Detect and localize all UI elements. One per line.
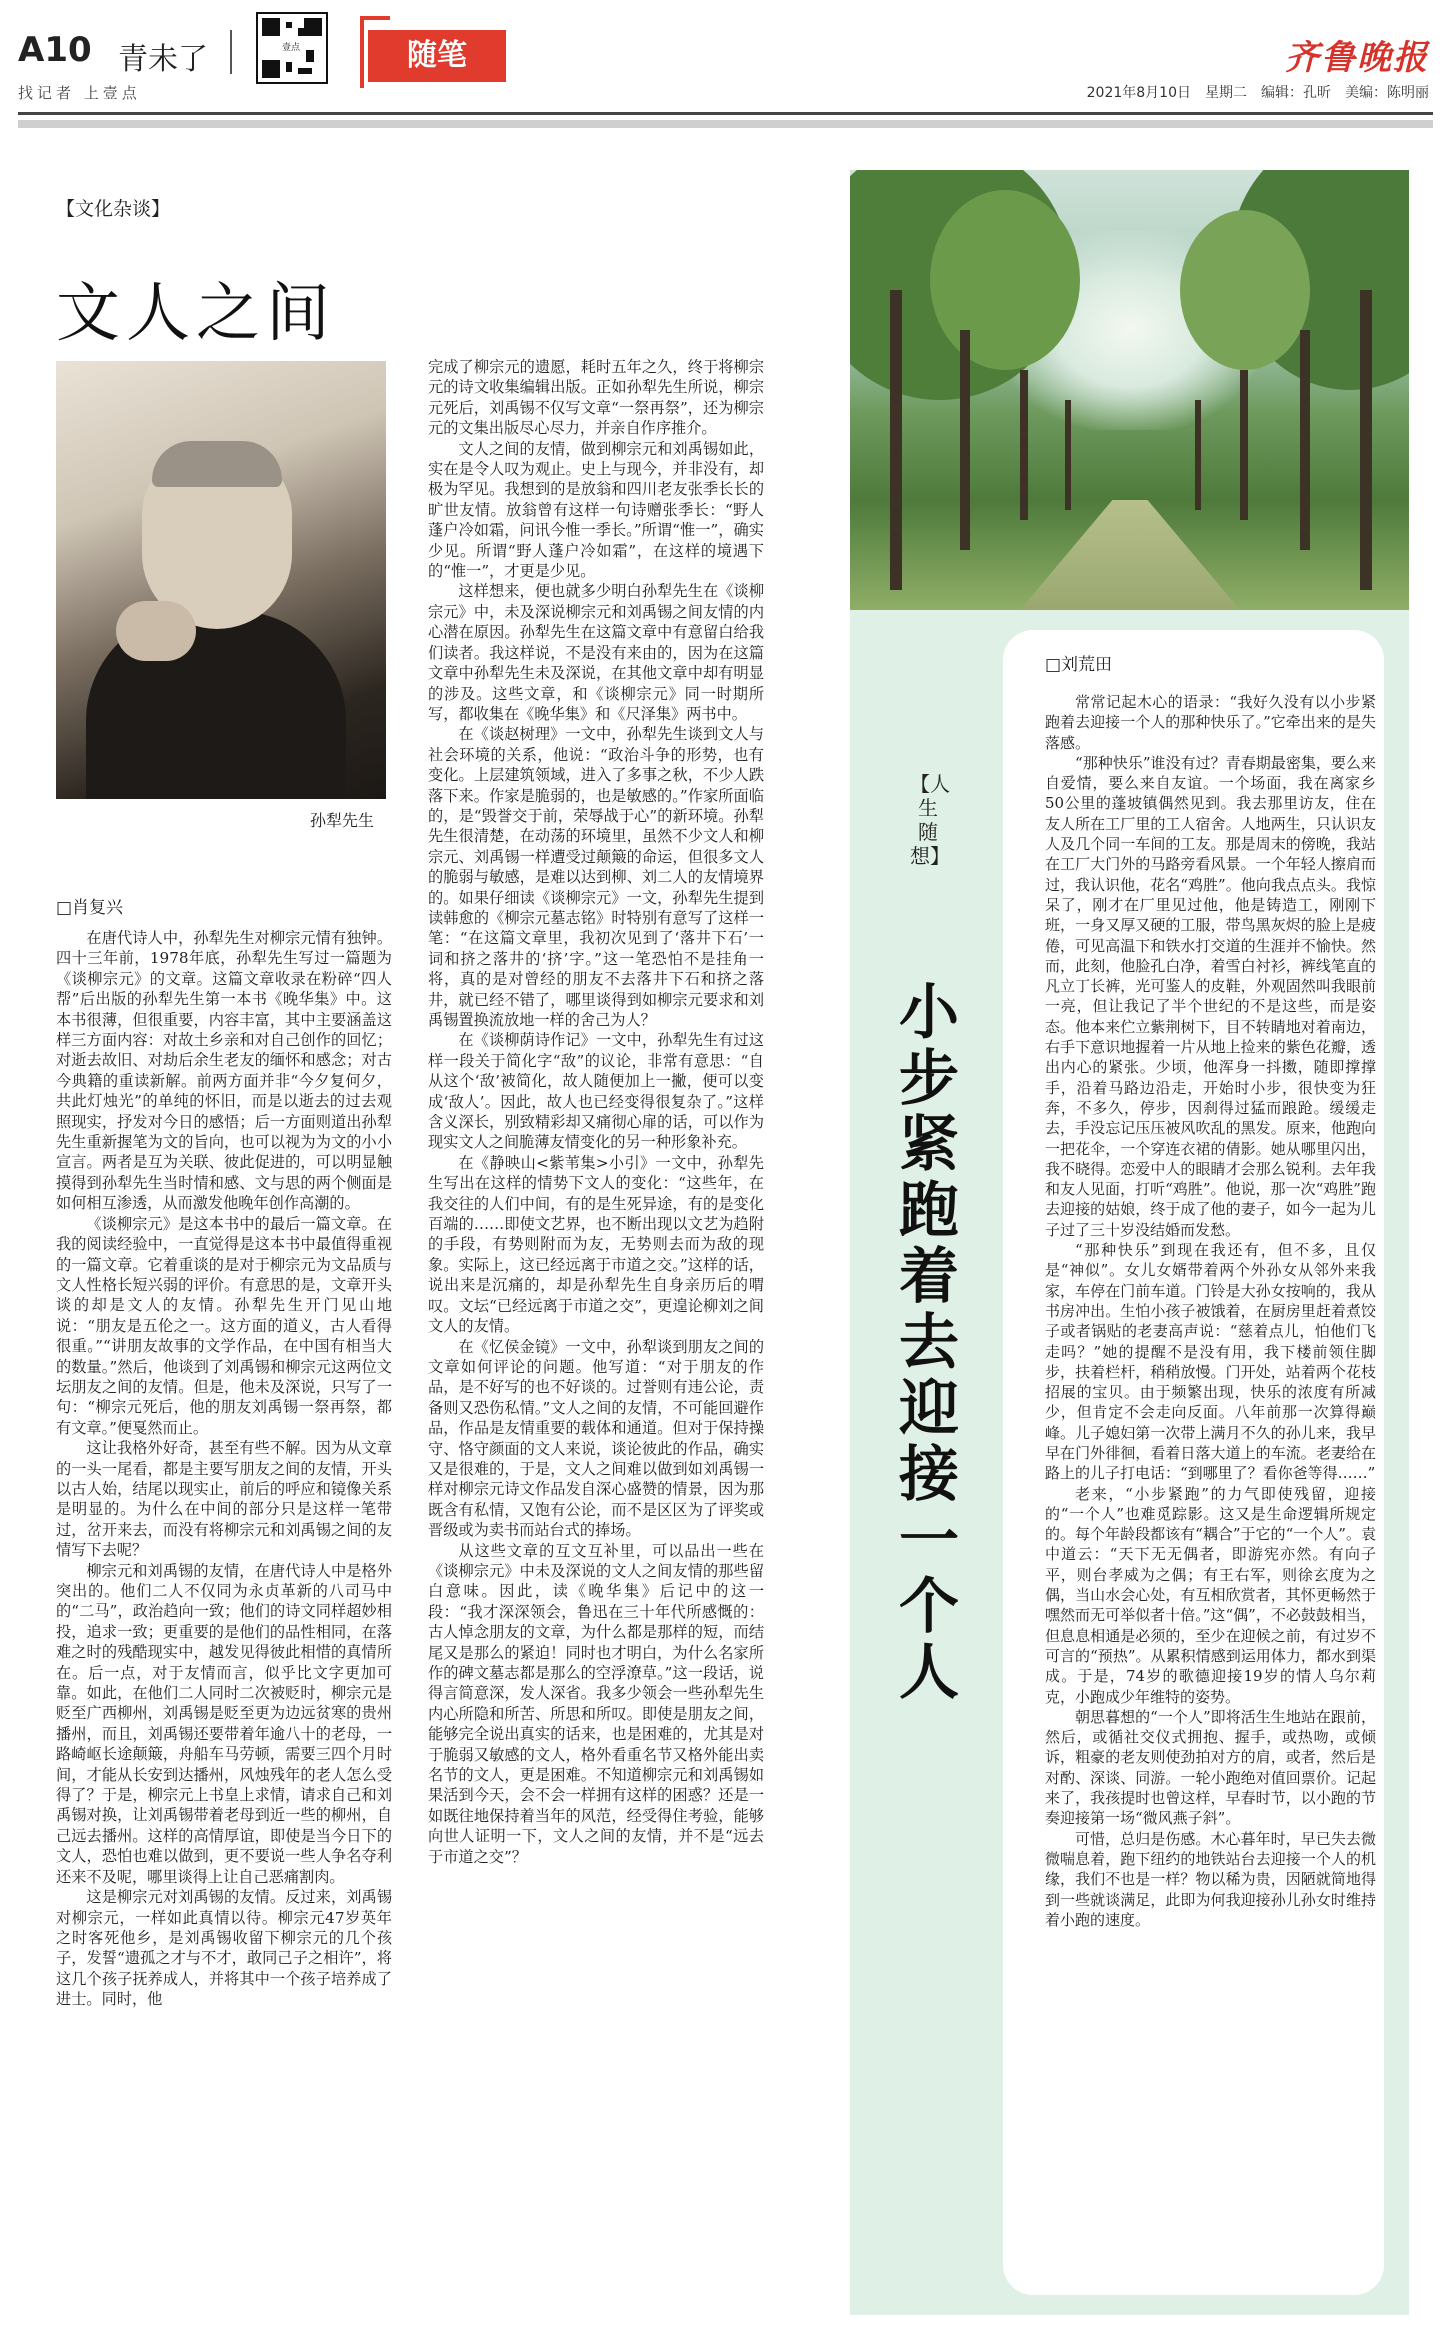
paragraph: 可惜，总归是伤感。木心暮年时，早已失去微微喘息着，跑下纽约的地铁站台去迎接一个人的机缘，我们不也是一样？物以稀为贵，因陋就简地得到一些就谈满足，此即为何我迎接孙儿孙女时维持着小跑的速度。	[1045, 1829, 1376, 1929]
paragraph: “那种快乐”到现在我还有，但不多，且仅是“神似”。女儿女婿带着两个外孙女从邻外来我家，车停在门前车道。门铃是大孙女按响的，我从书房冲出。生怕小孩子被饿着，在厨房里赶着煮饺子或者锅贴的老妻高声说：“慈着点儿，怕他们飞走吗？”她的提醒不是没有用，我下楼前领住脚步，扶着栏杆，稍稍放慢。门开处，站着两个花枝招展的宝贝。由于频繁出现，快乐的浓度有所减少，但肯定不会走向反面。八年前那一次算得巅峰。儿子媳妇第一次带上满月不久的孙儿来，我早早在门外徘徊，看着日落大道上的车流。老妻给在路上的儿子打电话：“到哪里了？看你爸等得……”	[1045, 1241, 1376, 1483]
qr-label: 壹点	[282, 40, 302, 53]
paragraph: “那种快乐”谁没有过？青春期最密集，要么来自爱情，要么来自友谊。一个场面，我在离家乡50公里的蓬坡镇偶然见到。我去那里访友，住在友人所在工厂里的工人宿舍。人地两生，只认识友人及几个同一车间的工友。那是周末的傍晚，我站在工厂大门外的马路旁看风景。一个年轻人擦肩而过，我认识他，花名“鸡胜”。他向我点点头。我惊呆了，刚才在厂里见过他，他是铸造工，刚刚下班，一身又厚又硬的工服，带鸟黑灰烬的脸上是疲倦，可见高温下和铁水打交道的生涯并不愉快。然而，此刻，他脸孔白净，着雪白衬衫，裤线笔直的凡立丁长裤，光可鉴人的皮鞋，外观固然叫我眼前一亮，但让我记了半个世纪的不是这些，而是姿态。他本来伫立紫荆树下，目不转睛地对着南边，右手下意识地握着一片从地上捡来的紫色花瓣，透出内心的紧张。少顷，他浑身一抖擞，随即撑撑手，沿着马路边沿走，开始时小步，很快变为狂奔，不多久，停步，因刹得过猛而踉跄。缓缓走去，手没忘记压压被风吹乱的黑发。原来，他跑向一把花伞，一个穿连衣裙的倩影。她从哪里闪出，我不晓得。恋爱中人的眼睛才会那么锐利。去年我和友人见面，打听“鸡胜”。他说，那一次“鸡胜”跑去迎接的姑娘，终于成了他的妻子，如今一起为儿子过了三十岁没结婚而发愁。	[1045, 753, 1376, 1239]
paragraph: 常常记起木心的语录：“我好久没有以小步紧跑着去迎接一个人的那种快乐了。”它牵出来的是失落感。	[1045, 693, 1376, 752]
paragraph: 《谈柳宗元》是这本书中的最后一篇文章。在我的阅读经验中，一直觉得是这本书中最值得重视的一篇文章。它着重谈的是对于柳宗元为文品质与文人性格长短兴弱的评价。有意思的是，文章开头谈的却是文人的友情。孙犁先生开门见山地说：“朋友是五伦之一。这方面的道义，古人看得很重。”“讲朋友故事的文学作品，在中国有相当大的数量。”然后，他谈到了刘禹锡和柳宗元这两位文坛朋友之间的友情。但是，他未及深说，只写了一句：“柳宗元死后，他的朋友刘禹锡一祭再祭，都有文章。”便戛然而止。	[56, 1214, 392, 1437]
paragraph: 柳宗元和刘禹锡的友情，在唐代诗人中是格外突出的。他们二人不仅同为永贞革新的八司马中的“二马”，政治趋向一致；他们的诗文同样超妙相投，追求一致；更重要的是他们的品性相同，在落难之时的残酷现实中，越发见得彼此相惜的真情所在。后一点，对于友情而言，似乎比文字更加可靠。如此，在他们二人同时二次被贬时，柳宗元是贬至广西柳州，刘禹锡是贬至更为边远贫寒的贵州播州，而且，刘禹锡还要带着年逾八十的老母，一路崎岖长途颠簸，舟船车马劳顿，需要三四个月时间，才能从长安到达播州，风烛残年的老人怎么受得了？于是，柳宗元上书皇上求情，请求自己和刘禹锡对换，让刘禹锡带着老母到近一些的柳州，自己远去播州。这样的高情厚谊，即使是当今日下的文人，恐怕也难以做到，更不要说一些人争名夺利还来不及呢，哪里谈得上让自己恶痛割肉。	[56, 1561, 392, 1886]
tree-lined-road-photo	[850, 170, 1409, 610]
paragraph: 在唐代诗人中，孙犁先生对柳宗元情有独钟。四十三年前，1978年底，孙犁先生写过一篇题为《谈柳宗元》的文章。这篇文章收录在粉碎“四人帮”后出版的孙犁先生第一本书《晚华集》中。这本书很薄，但很重要，内容丰富，其中主要涵盖这样三方面内容：对故土乡亲和对自己创作的回忆；对逝去故旧、对劫后余生老友的缅怀和感念；对古今典籍的重读新解。前两方面并非“今夕复何夕，共此灯烛光”的单纯的怀旧，而是以逝去的过去观照现实，抒发对今日的感悟；后一方面则道出孙犁先生重新握笔为文的旨向，也可以视为为文的小小宣言。两者是互为关联、彼此促进的，可以明显触摸得到孙犁先生当时情和感、文与思的两个侧面是如何相互渗透，从而激发他晚年创作高潮的。	[56, 929, 392, 1213]
paragraph: 从这些文章的互文互补里，可以品出一些在《谈柳宗元》中未及深说的文人之间友情的那些留白意味。因此，读《晚华集》后记中的这一段：“我才深深领会，鲁迅在三十年代所感慨的：古人悼念朋友的文章，为什么都是那样的短，而结尾又是那么的紧迫！同时也才明白，为什么名家所作的碑文墓志都是那么的空浮潦草。”这一段话，说得言简意深，发人深省。我多少领会一些孙犁先生内心所隐和所苦、所思和所叹。即使是朋友之间，能够完全说出真实的话来，也是困难的，尤其是对于脆弱又敏感的文人，格外看重名节又格外能出卖名节的文人，更是困难。不知道柳宗元和刘禹锡如果活到今天，会不会一样拥有这样的困惑？还是一如既往地保持着当年的风范，经受得住考验，能够向世人证明一下，文人之间的友情，并不是“远去于市道之交”？	[428, 1541, 764, 1866]
header-band	[18, 120, 1433, 128]
article2-banner: 【人生随想】	[910, 772, 950, 868]
header-divider	[230, 30, 232, 74]
dateline: 2021年8月10日 星期二 编辑：孔昕 美编：陈明丽	[1086, 85, 1429, 101]
article1-kicker: 【文化杂谈】	[56, 198, 171, 220]
article1-title: 文人之间	[56, 277, 336, 351]
article2-column	[1045, 692, 1376, 2302]
column-tag-label: 随笔	[368, 30, 506, 82]
paragraph: 在《忆侯金镜》一文中，孙犁谈到朋友之间的文章如何评论的问题。他写道：“对于朋友的作品，是不好写的也不好谈的。过誉则有违公论，责备则又恐伤私情。”文人之间的友情，不可能回避作品，作品是友情重要的载体和通道。但对于保持操守、恪守颜面的文人来说，谈论彼此的作品，确实又是很难的，于是，文人之间难以做到如刘禹锡一样对柳宗元诗文作品发自深心盛赞的情景，因为那既含有私情，又饱有公论，而不是区区为了评奖或晋级或为卖书而站台式的捧场。	[428, 1337, 764, 1540]
sun-li-portrait	[56, 361, 386, 799]
paragraph: 在《静映山<紫苇集>小引》一文中，孙犁先生写出在这样的情势下文人的变化：“这些年，在我交往的人们中间，有的是生死异途，有的是变化百端的……即使文艺界，也不断出现以文艺为趋附的手段，有势则附而为友，无势则去而为敌的现象。实际上，这已经远离于市道之交。”这样的话，说出来是沉痛的，却是孙犁先生自身亲历后的喟叹。文坛“已经远离于市道之交”，更遑论柳刘之间文人的友情。	[428, 1153, 764, 1336]
paragraph: 在《谈柳荫诗作记》一文中，孙犁先生有过这样一段关于简化字“敌”的议论，非常有意思：“自从这个‘敌’被简化，故人随便加上一撇，便可以变成‘敌人’。因此，故人也已经变得很复杂了。”这样含义深长，别致精彩却又痛彻心扉的话，可以作为现实文人之间脆薄友情变化的另一种形象补充。	[428, 1031, 764, 1152]
page-number: A10	[18, 30, 92, 70]
section-slogan: 找记者 上壹点	[18, 84, 141, 102]
paragraph: 老来，“小步紧跑”的力气即使残留，迎接的“一个人”也难觅踪影。这又是生命逻辑所规定的。每个年龄段都该有“耦合”于它的“一个人”。袁中道云：“天下无无偶者，即游宪亦然。有向子平，则台孝威为之偶；有王右军，则徐玄度为之偶，当山水会心处，有互相欣赏者，其怀更畅然于嘿然而无可举似者十倍。”这“偶”，不必鼓鼓相当，但息息相通是必须的，至少在迎候之前，有过岁不可言的“预热”。从累积情感到运用体力，都水到渠成。于是，74岁的歌德迎接19岁的情人乌尔莉克，小跑成少年维特的姿势。	[1045, 1484, 1376, 1706]
section-name: 青未了	[118, 42, 208, 77]
column-tag	[360, 12, 510, 82]
article2-byline: □刘荒田	[1045, 655, 1113, 675]
qr-code[interactable]	[256, 12, 328, 84]
paragraph: 这让我格外好奇，甚至有些不解。因为从文章的一头一尾看，都是主要写朋友之间的友情，开头以古人始，结尾以现实止，前后的呼应和镜像关系是明显的。为什么在中间的部分只是这样一笔带过，岔开来去，而没有将柳宗元和刘禹锡之间的友情写下去呢？	[56, 1439, 392, 1560]
photo-caption: 孙犁先生	[310, 811, 375, 830]
paragraph: 这是柳宗元对刘禹锡的友情。反过来，刘禹锡对柳宗元，一样如此真情以待。柳宗元47岁英年之时客死他乡，是刘禹锡收留下柳宗元的几个孩子，发誓“遗孤之才与不才，敢同己子之相许”，将这几个孩子抚养成人，并将其中一个孩子培养成了进士。同时，他	[56, 1888, 392, 2009]
article2-title: 小步紧跑着去迎接一个人	[899, 978, 959, 1708]
paragraph: 这样想来，便也就多少明白孙犁先生在《谈柳宗元》中，未及深说柳宗元和刘禹锡之间友情的内心潜在原因。孙犁先生在这篇文章中有意留白给我们读者。我这样说，不是没有来由的，因为在这篇文章中孙犁先生未及深说，在其他文章中却有明显的涉及。这些文章，和《谈柳宗元》同一时期所写，都收集在《晚华集》和《尺泽集》两书中。	[428, 582, 764, 723]
article1-column-left	[56, 928, 392, 2303]
paragraph: 文人之间的友情，做到柳宗元和刘禹锡如此，实在是令人叹为观止。史上与现今，并非没有，却极为罕见。我想到的是放翁和四川老友张季长长的旷世友情。放翁曾有这样一句诗赠张季长：“野人蓬户冷如霜，问讯今惟一季长。”所谓“惟一”，确实少见。所谓“野人蓬户冷如霜”，在这样的境遇下的“惟一”，才更是少见。	[428, 439, 764, 581]
article1-byline: □肖复兴	[56, 898, 124, 918]
newspaper-logo: 齐鲁晚报	[1285, 38, 1429, 78]
paragraph: 在《谈赵树理》一文中，孙犁先生谈到文人与社会环境的关系，他说：“政治斗争的形势，也有变化。上层建筑领域，进入了多事之秋，不少人跌落下来。作家是脆弱的，也是敏感的。”作家所面临的，是“毁誉交于前，荣辱战于心”的新环境。孙犁先生很清楚，在动荡的环境里，虽然不少文人和柳宗元、刘禹锡一样遭受过颠簸的命运，但很多文人的脆弱与敏感，是难以达到柳、刘二人的友情境界的。如果仔细读《谈柳宗元》一文，孙犁先生提到读韩愈的《柳宗元墓志铭》时特别有意写了这样一笔：“在这篇文章里，我初次见到了‘落井下石’一词和挤之落井的‘挤’字。”这一笔恐怕不是挂角一将，真的是对曾经的朋友不去落井下石和挤之落井，就已经不错了，哪里谈得到如柳宗元要求和刘禹锡置换流放地一样的舍己为人？	[428, 725, 764, 1029]
paragraph: 朝思暮想的“一个人”即将活生生地站在跟前，然后，或循社交仪式拥抱、握手，或热吻，或倾诉，粗豪的老友则使劲拍对方的肩，或者，然后是对酌、深谈、同游。一轮小跑绝对值回票价。记起来了，我孩提时也曾这样，早春时节，以小跑的节奏迎接第一场“微风燕子斜”。	[1045, 1707, 1376, 1828]
paragraph: 完成了柳宗元的遗愿，耗时五年之久，终于将柳宗元的诗文收集编辑出版。正如孙犁先生所说，柳宗元死后，刘禹锡不仅写文章“一祭再祭”，还为柳宗元的文集出版尽心尽力，并亲自作序推介。	[428, 358, 764, 438]
header-rule	[18, 112, 1433, 115]
article1-column-right	[428, 357, 764, 2312]
